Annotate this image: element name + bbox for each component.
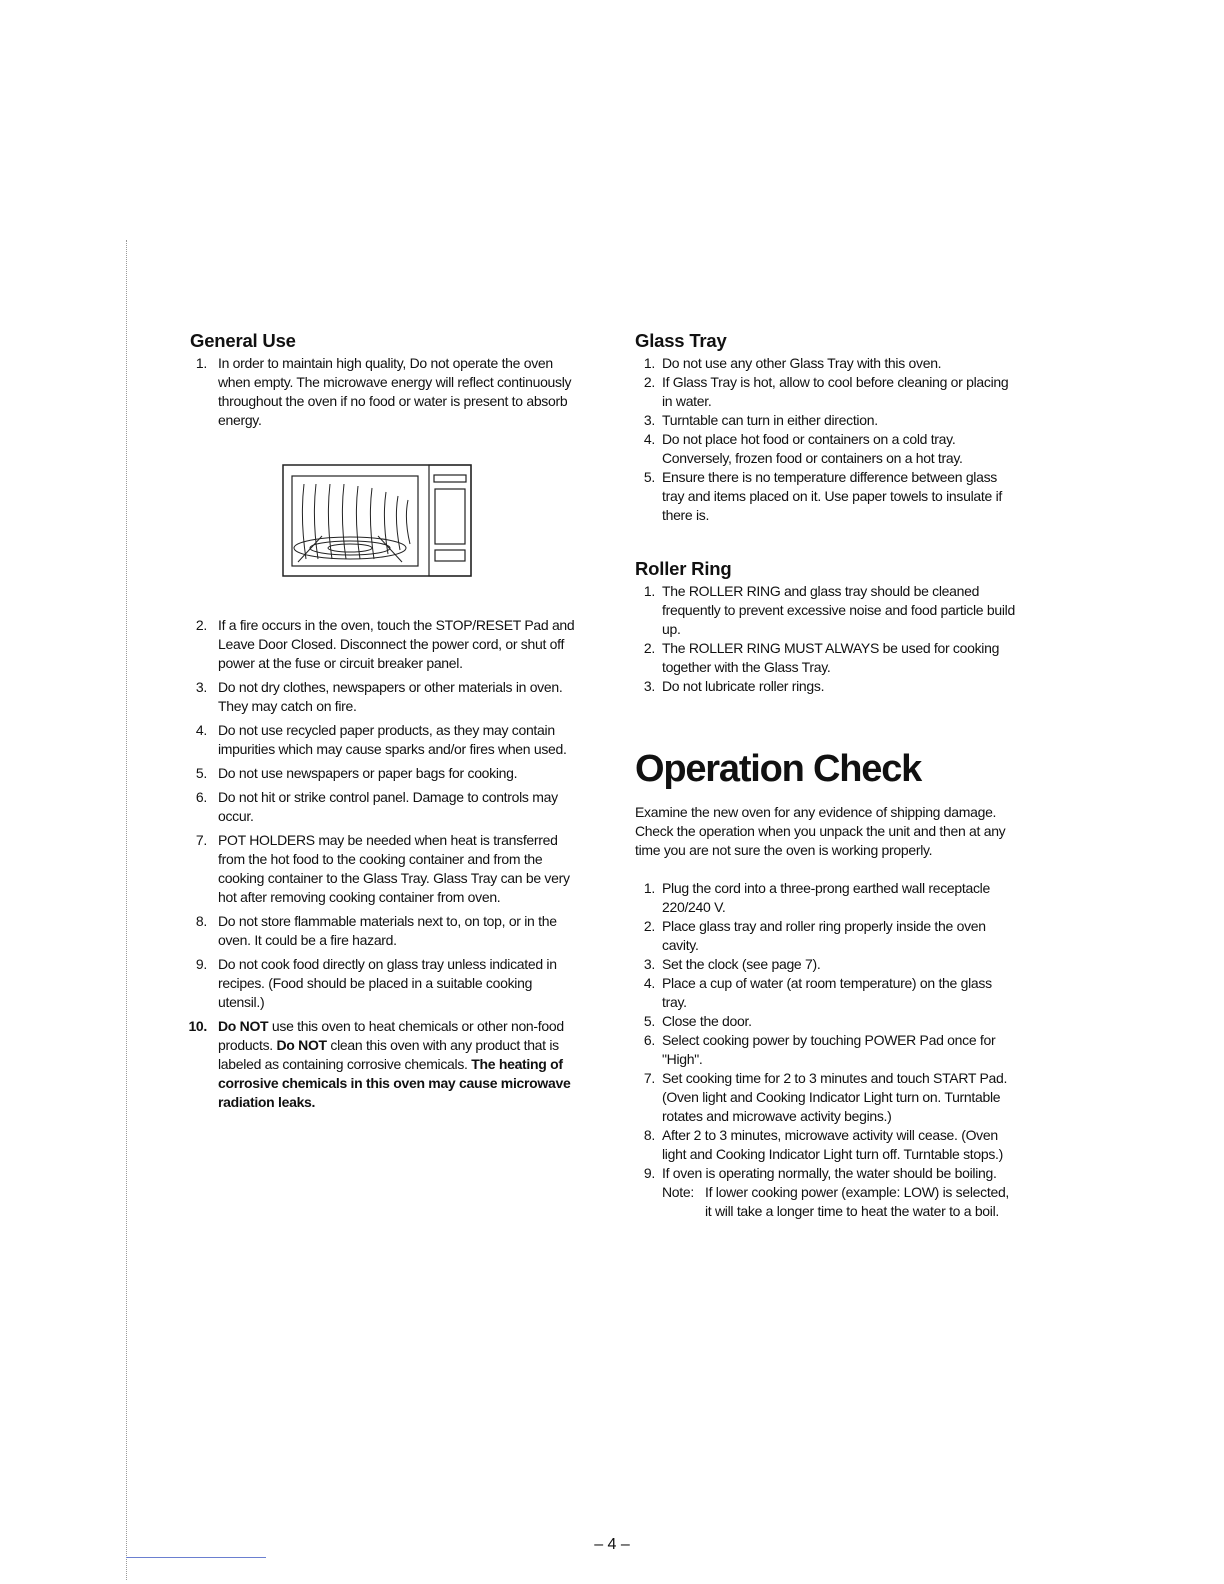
microwave-oven-icon — [282, 464, 472, 580]
scan-line — [126, 1557, 266, 1558]
list-item: 1. Plug the cord into a three-prong earthed wall receptacle 220/240 V. — [643, 880, 990, 915]
list-item: 4. Do not place hot food or containers on a cold tray. Conversely, frozen food or containers on a hot tray. — [643, 431, 963, 466]
glass-tray-title: Glass Tray — [635, 330, 727, 351]
list-item: 7. POT HOLDERS may be needed when heat is transferred from the hot food to the cooking container and from the cooking container to the Glass Tray. Glass Tray can be very hot after removing cooking container from oven. — [195, 832, 570, 905]
list-item: 1. In order to maintain high quality, Do not operate the oven when empty. The microwave energy will reflect continuously throughout the oven if no food or water is present to absorb energy. — [195, 355, 572, 428]
list-item: 8. Do not store flammable materials next to, on top, or in the oven. It could be a fire hazard. — [195, 913, 557, 948]
operation-check-list — [635, 879, 1015, 1221]
list-item: 2. The ROLLER RING MUST ALWAYS be used for cooking together with the Glass Tray. — [643, 640, 1000, 675]
scan-edge — [126, 240, 127, 1580]
general-use-title: General Use — [190, 330, 296, 351]
list-item-warning: 10. Do NOT use this oven to heat chemicals or other non-food products. Do NOT clean this oven with any product that is labeled as containing corrosive chemicals. The heating of corrosive chemicals in this oven may cause microwave radiation leaks. — [188, 1018, 571, 1110]
list-item: 5. Do not use newspapers or paper bags for cooking. — [195, 765, 518, 781]
list-item: 3. Set the clock (see page 7). — [643, 956, 821, 972]
note-text: If lower cooking power (example: LOW) is selected, it will take a longer time to heat the water to a boil. — [705, 1184, 1010, 1219]
list-item: 2. If Glass Tray is hot, allow to cool before cleaning or placing in water. — [643, 374, 1009, 409]
operation-check-intro: Examine the new oven for any evidence of shipping damage. Check the operation when you unpack the unit and then at any time you are not sure the oven is working properly. — [635, 804, 1006, 858]
general-use-list-a — [190, 354, 580, 430]
list-item: 4. Place a cup of water (at room temperature) on the glass tray. — [643, 975, 992, 1010]
microwave-illustration — [282, 464, 472, 580]
roller-ring-list — [635, 582, 1015, 696]
list-item: 2. If a fire occurs in the oven, touch the STOP/RESET Pad and Leave Door Closed. Disconnect the power cord, or shut off power at the fuse or circuit breaker panel. — [195, 617, 575, 671]
list-item: 3. Do not dry clothes, newspapers or other materials in oven. They may catch on fire. — [195, 679, 563, 714]
list-item: 8. After 2 to 3 minutes, microwave activity will cease. (Oven light and Cooking Indicator Light turn off. Turntable stops.) — [643, 1127, 1003, 1162]
list-item: 9. If oven is operating normally, the water should be boiling. Note: If lower cooking power (example: LOW) is selected, it will take a longer time to heat the water to a boil. — [635, 1164, 1015, 1221]
page-number: – 4 – — [594, 1536, 630, 1553]
roller-ring-title: Roller Ring — [635, 558, 732, 579]
general-use-section — [190, 330, 580, 1117]
list-item: 2. Place glass tray and roller ring properly inside the oven cavity. — [643, 918, 986, 953]
list-item: 6. Select cooking power by touching POWER Pad once for "High". — [643, 1032, 996, 1067]
list-item: 1. The ROLLER RING and glass tray should be cleaned frequently to prevent excessive noise and food particle build up. — [643, 583, 1015, 637]
list-item: 6. Do not hit or strike control panel. Damage to controls may occur. — [195, 789, 558, 824]
list-item: 7. Set cooking time for 2 to 3 minutes and touch START Pad. (Oven light and Cooking Indicator Light turn on. Turntable rotates and microwave activity begins.) — [643, 1070, 1008, 1124]
right-column — [635, 330, 1015, 1221]
list-item: 5. Ensure there is no temperature difference between glass tray and items placed on it. Use paper towels to insulate if there is. — [643, 469, 1002, 523]
note — [662, 1183, 1015, 1221]
list-item: 1. Do not use any other Glass Tray with this oven. — [643, 355, 942, 371]
note-label: Note: — [662, 1184, 694, 1200]
list-item: 3. Turntable can turn in either direction. — [643, 412, 878, 428]
operation-check-title: Operation Check — [635, 748, 922, 790]
list-item: 3. Do not lubricate roller rings. — [643, 678, 825, 694]
general-use-list-b — [190, 616, 580, 1112]
list-item: 9. Do not cook food directly on glass tray unless indicated in recipes. (Food should be placed in a suitable cooking utensil.) — [195, 956, 557, 1010]
glass-tray-list — [635, 354, 1015, 525]
list-item: 5. Close the door. — [643, 1013, 752, 1029]
list-item: 4. Do not use recycled paper products, as they may contain impurities which may cause sparks and/or fires when used. — [195, 722, 567, 757]
